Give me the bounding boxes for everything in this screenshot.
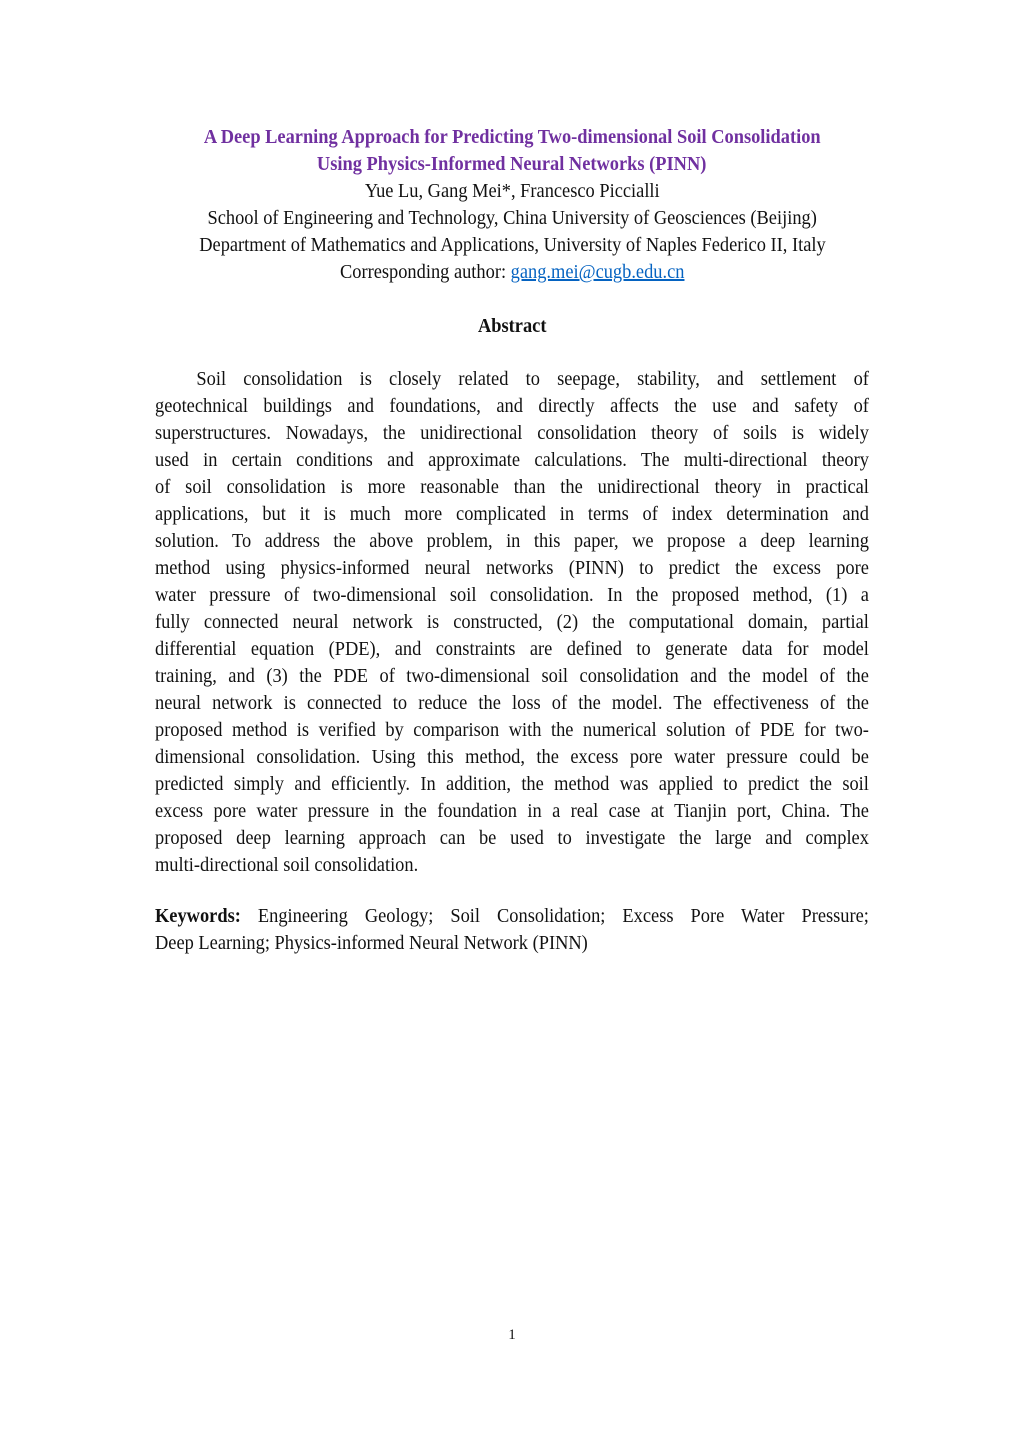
abstract-line: method using physics-informed neural networks (PINN) to predict the excess pore bbox=[155, 557, 869, 579]
abstract-body bbox=[155, 366, 869, 879]
abstract-line: used in certain conditions and approximate calculations. The multi-directional theory bbox=[155, 449, 869, 471]
affiliation-1: School of Engineering and Technology, China University of Geosciences (Beijing) bbox=[207, 207, 817, 229]
paper-title-line-1: A Deep Learning Approach for Predicting Two-dimensional Soil Consolidation bbox=[203, 126, 821, 148]
abstract-line: of soil consolidation is more reasonable than the unidirectional theory in practical bbox=[155, 476, 869, 498]
abstract-heading: Abstract bbox=[477, 315, 547, 337]
abstract-line: proposed method is verified by comparison with the numerical solution of PDE for two- bbox=[155, 719, 869, 741]
keywords-label: Keywords: bbox=[155, 905, 241, 927]
abstract-line: geotechnical buildings and foundations, and directly affects the use and safety of bbox=[155, 395, 869, 417]
abstract-line: excess pore water pressure in the foundation in a real case at Tianjin port, China. The bbox=[155, 800, 869, 822]
abstract-line: multi-directional soil consolidation. bbox=[155, 854, 419, 876]
corresponding-author bbox=[0, 259, 1024, 286]
keywords bbox=[155, 903, 869, 957]
abstract-line: neural network is connected to reduce the loss of the model. The effectiveness of the bbox=[155, 692, 869, 714]
authors: Yue Lu, Gang Mei*, Francesco Piccialli bbox=[364, 180, 660, 202]
affiliation-2: Department of Mathematics and Applications, University of Naples Federico II, Italy bbox=[198, 234, 826, 256]
email-link[interactable]: gang.mei@cugb.edu.cn bbox=[510, 261, 685, 283]
keywords-text-1: Engineering Geology; Soil Consolidation; Excess Pore Water Pressure; bbox=[240, 905, 869, 927]
abstract-line: differential equation (PDE), and constraints are defined to generate data for model bbox=[155, 638, 869, 660]
abstract-line: applications, but it is much more complicated in terms of index determination and bbox=[155, 503, 869, 525]
corresponding-label: Corresponding author: bbox=[339, 261, 511, 283]
abstract-line: training, and (3) the PDE of two-dimensional soil consolidation and the model of the bbox=[155, 665, 869, 687]
abstract-line: fully connected neural network is constructed, (2) the computational domain, partial bbox=[155, 611, 869, 633]
keywords-text-2: Deep Learning; Physics-informed Neural Network (PINN) bbox=[155, 932, 588, 954]
abstract-line: predicted simply and efficiently. In addition, the method was applied to predict the soil bbox=[155, 773, 869, 795]
abstract-line: proposed deep learning approach can be used to investigate the large and complex bbox=[155, 827, 869, 849]
abstract-line: solution. To address the above problem, in this paper, we propose a deep learning bbox=[155, 530, 869, 552]
page-number: 1 bbox=[508, 1327, 516, 1343]
abstract-line: superstructures. Nowadays, the unidirectional consolidation theory of soils is widely bbox=[155, 422, 869, 444]
abstract-line: dimensional consolidation. Using this method, the excess pore water pressure could be bbox=[155, 746, 869, 768]
abstract-line: Soil consolidation is closely related to seepage, stability, and settlement of bbox=[196, 368, 869, 390]
paper-title-line-2: Using Physics-Informed Neural Networks (PINN) bbox=[317, 153, 707, 175]
abstract-line: water pressure of two-dimensional soil consolidation. In the proposed method, (1) a bbox=[155, 584, 869, 606]
